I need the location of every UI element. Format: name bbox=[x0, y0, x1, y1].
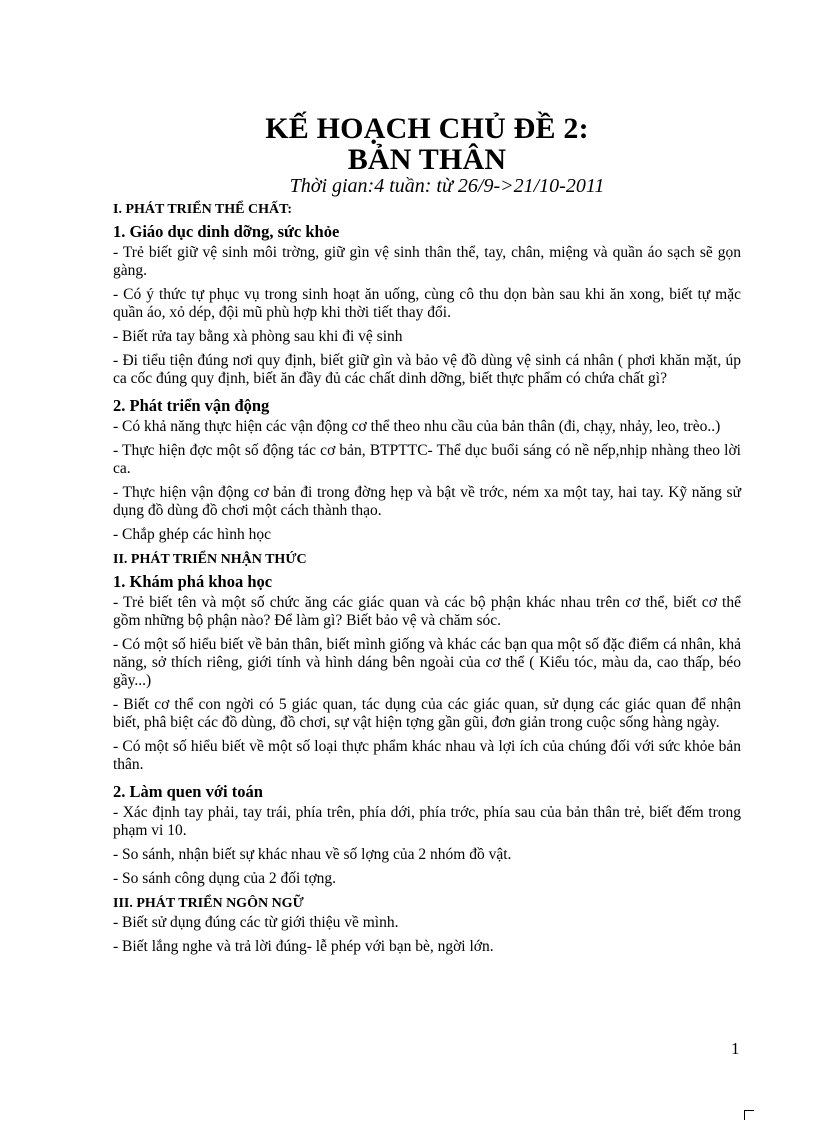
paragraph: - Biết cơ thể con ngời có 5 giác quan, tác dụng của các giác quan, sử dụng các giác quan để nhận biết, phâ biệt các đồ dùng, đồ chơi, sự vật hiện tợng gần gũi, đơn giản trong cuộc sống hàng ngày. bbox=[113, 696, 741, 731]
paragraph: - Thực hiện vận động cơ bản đi trong đờng hẹp và bật về trớc, ném xa một tay, hai tay. Kỹ năng sử dụng đồ dùng đồ chơi một cách thành thạo. bbox=[113, 484, 741, 519]
paragraph: - Đi tiểu tiện đúng nơi quy định, biết giữ gìn và bảo vệ đồ dùng vệ sinh cá nhân ( phơi khăn mặt, úp ca cốc đúng quy định, biết ăn đầy đủ các chất dinh dỡng, biết thực phẩm có chứa chất gì? bbox=[113, 352, 741, 387]
document-title-line-1: KẾ HOẠCH CHỦ ĐỀ 2: bbox=[265, 112, 589, 145]
paragraph: - Có một số hiểu biết về bản thân, biết mình giống và khác các bạn qua một số đặc điểm cá nhân, khả năng, sở thích riêng, giới tính và hình dáng bên ngoài của cơ thể ( Kiểu tóc, màu da, cao thấp, béo gầy...) bbox=[113, 636, 742, 689]
paragraph: - Xác định tay phải, tay trái, phía trên, phía dới, phía trớc, phía sau của bản thân trẻ, biết đếm trong phạm vi 10. bbox=[113, 804, 741, 839]
paragraph: - So sánh, nhận biết sự khác nhau về số lợng của 2 nhóm đồ vật. bbox=[113, 846, 512, 863]
paragraph: - Biết sử dụng đúng các từ giới thiệu về mình. bbox=[113, 914, 399, 931]
subsection-heading: 1. Giáo dục dinh dỡng, sức khỏe bbox=[113, 222, 340, 241]
paragraph: - Biết rửa tay bằng xà phòng sau khi đi vệ sinh bbox=[113, 328, 403, 345]
paragraph: - Chắp ghép các hình học bbox=[113, 526, 271, 543]
paragraph: - Có một số hiểu biết về một số loại thực phẩm khác nhau và lợi ích của chúng đối với sức khỏe bản thân. bbox=[113, 738, 741, 773]
document-title-line-2: BẢN THÂN bbox=[347, 143, 507, 176]
section-heading: I. PHÁT TRIỂN THỂ CHẤT: bbox=[113, 202, 293, 217]
paragraph: - Trẻ biết tên và một số chức ăng các giác quan và các bộ phận khác nhau trên cơ thể, biết cơ thể gồm những bộ phận nào? Để làm gì? Biết bảo vệ và chăm sóc. bbox=[113, 594, 741, 629]
subsection-heading: 2. Phát triển vận động bbox=[113, 396, 270, 415]
paragraph: - Có ý thức tự phục vụ trong sinh hoạt ăn uống, cùng cô thu dọn bàn sau khi ăn xong, biết tự mặc quần áo, xỏ dép, đội mũ phù hợp khi thời tiết thay đổi. bbox=[113, 286, 741, 321]
page-number: 1 bbox=[731, 1039, 740, 1058]
subsection-heading: 1. Khám phá khoa học bbox=[113, 572, 273, 591]
paragraph: - Thực hiện đợc một số động tác cơ bản, BTPTTC- Thể dục buổi sáng có nề nếp,nhịp nhàng theo lời ca. bbox=[113, 442, 741, 477]
paragraph: - Trẻ biết giữ vệ sinh môi trờng, giữ gìn vệ sinh thân thể, tay, chân, miệng và quần áo sạch sẽ gọn gàng. bbox=[113, 244, 741, 279]
document-page bbox=[113, 0, 741, 962]
paragraph: - So sánh công dụng của 2 đối tợng. bbox=[113, 870, 337, 887]
subsection-heading: 2. Làm quen với toán bbox=[113, 782, 263, 801]
document-subtitle: Thời gian:4 tuần: từ 26/9->21/10-2011 bbox=[289, 175, 605, 197]
page-corner-mark bbox=[744, 1110, 754, 1120]
section-heading: II. PHÁT TRIỂN NHẬN THỨC bbox=[113, 552, 307, 567]
paragraph: - Có khả năng thực hiện các vận động cơ thể theo nhu cầu của bản thân (đi, chạy, nhảy, leo, trèo..) bbox=[113, 418, 721, 435]
paragraph: - Biết lắng nghe và trả lời đúng- lễ phép với bạn bè, ngời lớn. bbox=[113, 938, 494, 955]
section-heading: III. PHÁT TRIỂN NGÔN NGỮ bbox=[113, 896, 304, 911]
